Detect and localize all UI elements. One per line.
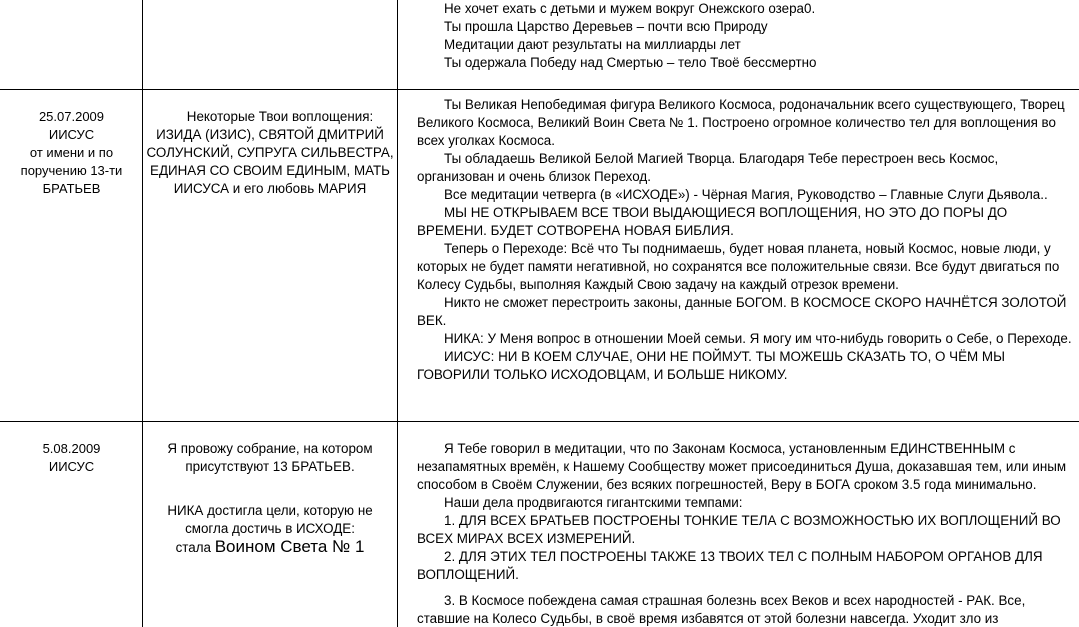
achievement-line: НИКА достигла цели, которую не bbox=[167, 503, 373, 518]
paragraph: Ты Великая Непобедимая фигура Великого Космоса, родоначальник всего существующего, Творец Великого Космоса, Великий Воин Света № 1. Построено огромное количество тел для воплощения во всех уголках Космоса. bbox=[417, 97, 1065, 148]
text-cell bbox=[398, 90, 1079, 421]
table-row bbox=[0, 90, 1079, 421]
entry-speaker: ИИСУС bbox=[48, 459, 95, 474]
date-cell bbox=[1, 0, 142, 89]
incarnations-line: ЕДИНАЯ СО СВОИМ ЕДИНЫМ, МАТЬ bbox=[150, 163, 390, 178]
paragraph: Ты обладаешь Великой Белой Магией Творца. Благодаря Тебе перестроен весь Космос, организован и очень близок Переход. bbox=[417, 151, 999, 184]
incarnations-line: СОЛУНСКИЙ, СУПРУГА СИЛЬВЕСТРА, bbox=[146, 145, 394, 160]
text-line: Медитации дают результаты на миллиарды лет bbox=[444, 37, 741, 52]
incarnations-line: ИИСУСА и его любовь МАРИЯ bbox=[173, 181, 367, 196]
achievement-title: Воином Света № 1 bbox=[214, 537, 365, 556]
paragraph: Все медитации четверга (в «ИСХОДЕ») - Чёрная Магия, Руководство – Главные Слуги Дьявола.. bbox=[444, 187, 1048, 202]
paragraph: ИИСУС: НИ В КОЕМ СЛУЧАЕ, ОНИ НЕ ПОЙМУТ. ТЫ МОЖЕШЬ СКАЗАТЬ ТО, О ЧЁМ МЫ ГОВОРИЛИ ТОЛЬКО ИСХОДОВЦАМ, И БОЛЬШЕ НИКОМУ. bbox=[417, 349, 1005, 382]
text-line: Ты прошла Царство Деревьев – почти всю Природу bbox=[444, 19, 768, 34]
entry-date: 5.08.2009 bbox=[42, 441, 101, 456]
entry-attribution: БРАТЬЕВ bbox=[42, 181, 101, 196]
text-cell bbox=[398, 422, 1079, 627]
incarnations-line: ИЗИДА (ИЗИС), СВЯТОЙ ДМИТРИЙ bbox=[156, 127, 384, 142]
table-row bbox=[0, 0, 1079, 89]
achievement-prefix: стала bbox=[175, 540, 211, 555]
paragraph: НИКА: У Меня вопрос в отношении Моей семьи. Я могу им что-нибудь говорить о Себе, о Переходе. bbox=[444, 331, 1072, 346]
incarnation-cell bbox=[143, 0, 397, 89]
date-cell bbox=[1, 90, 142, 421]
meeting-line: присутствуют 13 БРАТЬЕВ. bbox=[185, 459, 355, 474]
incarnations-heading: Некоторые Твои воплощения: bbox=[186, 109, 374, 124]
paragraph: Я Тебе говорил в медитации, что по Законам Космоса, установленным ЕДИНСТВЕННЫМ с незапамятных времён, к Нашему Сообществу может присоединиться Душа, доказавшая тем, или иным способом в Своём Служении, без всяких погрешностей, Веру в БОГА сроком 3.5 года минимально. bbox=[417, 441, 1067, 492]
paragraph: Наши дела продвигаются гигантскими темпами: bbox=[444, 495, 743, 510]
achievement-line: смогла достичь в ИСХОДЕ: bbox=[185, 521, 355, 536]
text-line: Ты одержала Победу над Смертью – тело Твоё бессмертно bbox=[444, 55, 817, 70]
incarnation-cell bbox=[143, 422, 397, 627]
paragraph: Теперь о Переходе: Всё что Ты поднимаешь, будет новая планета, новый Космос, новые люди, у которых не будет памяти негативной, но сохранятся все положительные связи. Все будут двигаться по Колесу Судьбы, выполняя Каждый Свою задачу на каждый отрезок времени. bbox=[417, 241, 1060, 292]
text-cell bbox=[398, 0, 1079, 89]
paragraph: МЫ НЕ ОТКРЫВАЕМ ВСЕ ТВОИ ВЫДАЮЩИЕСЯ ВОПЛОЩЕНИЯ, НО ЭТО ДО ПОРЫ ДО ВРЕМЕНИ. БУДЕТ СОТВОРЕНА НОВАЯ БИБЛИЯ. bbox=[417, 205, 1008, 238]
entry-attribution: от имени и по bbox=[29, 145, 114, 160]
meeting-line: Я провожу собрание, на котором bbox=[167, 441, 373, 456]
paragraph: 1. ДЛЯ ВСЕХ БРАТЬЕВ ПОСТРОЕНЫ ТОНКИЕ ТЕЛА С ВОЗМОЖНОСТЬЮ ИХ ВОПЛОЩЕНИЙ ВО ВСЕХ МИРАХ ВСЕХ ИЗМЕРЕНИЙ. bbox=[417, 513, 1061, 546]
entry-speaker: ИИСУС bbox=[48, 127, 95, 142]
date-cell bbox=[1, 422, 142, 627]
entry-attribution: поручению 13-ти bbox=[20, 163, 123, 178]
entry-date: 25.07.2009 bbox=[38, 109, 105, 124]
incarnation-cell bbox=[143, 90, 397, 421]
paragraph: Никто не сможет перестроить законы, данные БОГОМ. В КОСМОСЕ СКОРО НАЧНЁТСЯ ЗОЛОТОЙ ВЕК. bbox=[417, 295, 1067, 328]
text-line: Не хочет ехать с детьми и мужем вокруг Онежского озера0. bbox=[444, 1, 816, 16]
table-row bbox=[0, 422, 1079, 627]
paragraph: 3. В Космосе побеждена самая страшная болезнь всех Веков и всех народностей - РАК. Все, ставшие на Колесо Судьбы, в своё время избавятся от этой болезни навсегда. Уходит зло из bbox=[417, 593, 1026, 626]
achievement-title-line bbox=[143, 538, 397, 557]
paragraph: 2. ДЛЯ ЭТИХ ТЕЛ ПОСТРОЕНЫ ТАКЖЕ 13 ТВОИХ ТЕЛ С ПОЛНЫМ НАБОРОМ ОРГАНОВ ДЛЯ ВОПЛОЩЕНИЙ. bbox=[417, 549, 1043, 582]
